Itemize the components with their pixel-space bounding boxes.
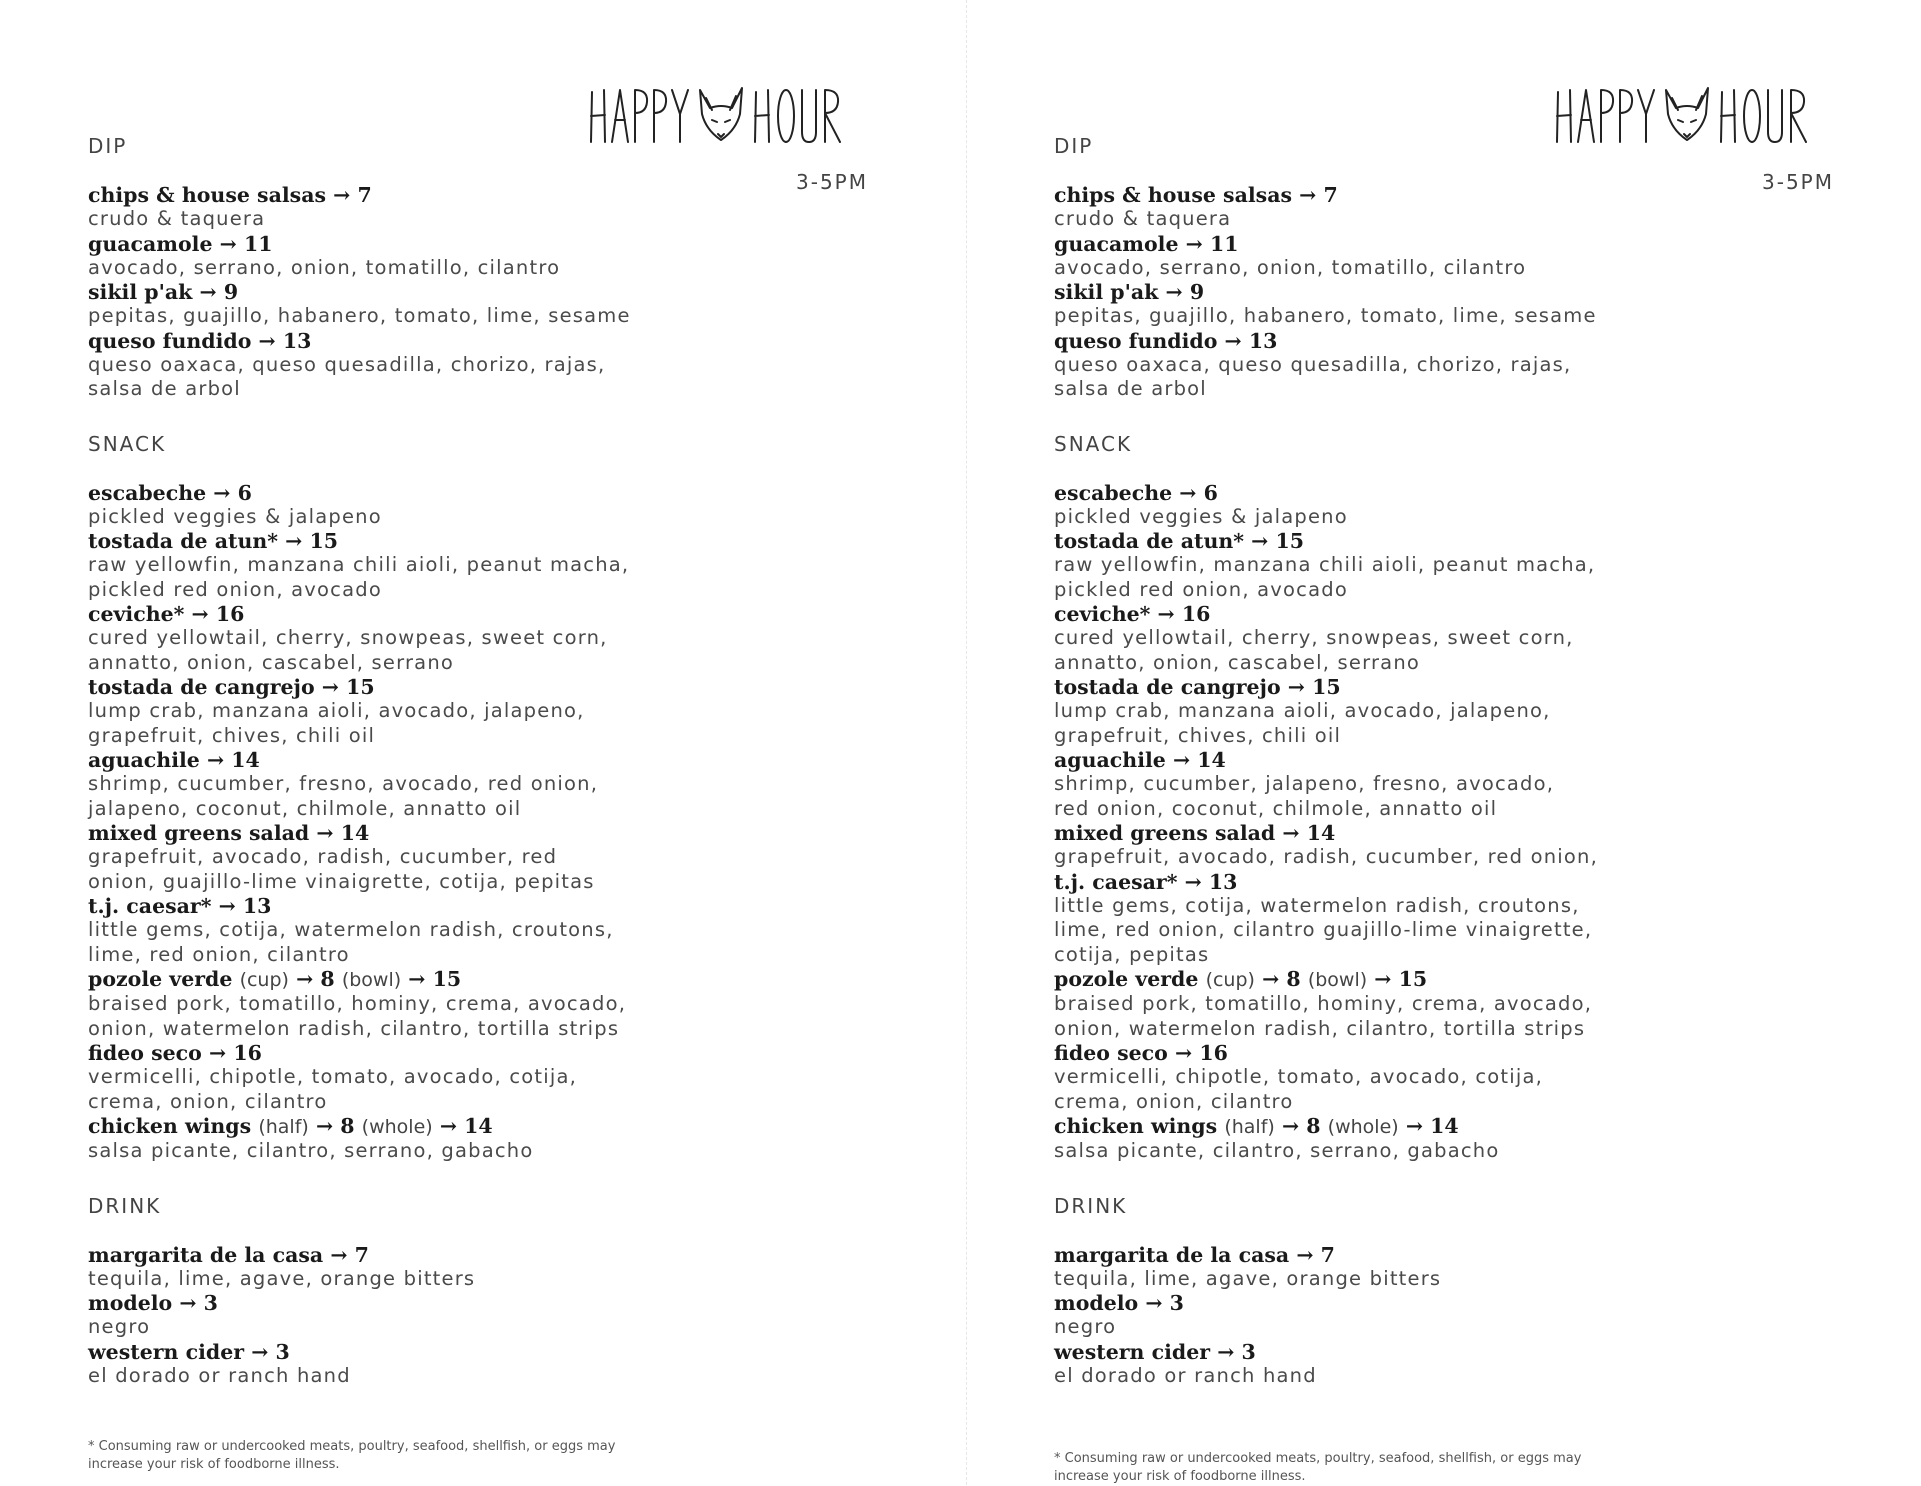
item-heading [88,183,708,207]
arrow-glyph: → [1172,748,1191,772]
menu-item [1054,675,1674,748]
arrow-glyph: → [1282,821,1300,845]
item-description: negro [1054,1315,1117,1338]
item-description: grapefruit, chives, chili oil [88,723,376,747]
menu-item [1054,1041,1674,1114]
item-price: 3 [1169,1291,1184,1315]
menu-item [1054,1114,1674,1164]
item-description: cured yellowtail, cherry, snowpeas, sweet corn, [88,626,608,649]
arrow-glyph: → [1281,1114,1300,1138]
item-heading [1054,1340,1674,1364]
arrow-glyph: → [1185,231,1203,256]
item-name: tostada de cangrejo [1054,675,1281,699]
menu-item [1054,183,1674,232]
arrow-glyph: → [1374,967,1392,991]
arrow-glyph: → [1145,1291,1163,1315]
disclaimer-line: increase your risk of foodborne illness. [88,1457,340,1472]
menu-item [1054,280,1674,329]
disclaimer-line: * Consuming raw or undercooked meats, poultry, seafood, shellfish, or eggs may [88,1439,616,1454]
arrow-glyph: → [1217,1339,1235,1364]
arrow-glyph: → [219,231,237,256]
item-name: tostada de cangrejo [88,675,315,699]
disclaimer-line: increase your risk of foodborne illness. [1054,1469,1306,1484]
item-name: escabeche [88,480,207,505]
fox-head-logo-icon [700,88,742,140]
item-price: 13 [282,328,312,353]
item-description: little gems, cotija, watermelon radish, croutons, [1054,893,1580,917]
menu-item [88,1243,708,1292]
item-description: grapefruit, avocado, radish, cucumber, red [88,845,558,868]
item-price: 11 [1209,231,1239,256]
item-description: vermicelli, chipotle, tomato, avocado, cotija, [88,1065,578,1088]
item-description: salsa picante, cilantro, serrano, gabacho [1054,1139,1500,1162]
item-heading [1054,1291,1674,1315]
item-heading [88,232,708,256]
item-description: crudo & taquera [88,207,266,230]
item-name: modelo [88,1291,173,1315]
item-description: shrimp, cucumber, jalapeno, fresno, avocado, [1054,772,1555,795]
size-note: (cup) [239,969,289,991]
arrow-glyph: → [179,1291,197,1315]
size-note: (cup) [1205,969,1255,991]
menu-content [1054,134,1674,1388]
menu-item [1054,1243,1674,1292]
menu-item [88,748,708,821]
fox-head-logo-icon [1666,88,1708,140]
page-fold-divider [966,0,967,1485]
arrow-glyph: → [251,1339,269,1364]
item-name: chips & house salsas [88,183,327,207]
item-description: grapefruit, chives, chili oil [1054,723,1342,747]
menu-section-dip [1054,134,1674,402]
item-description: salsa picante, cilantro, serrano, gabacho [88,1139,534,1162]
item-name: pozole verde [1054,967,1199,991]
item-name: queso fundido [88,328,252,353]
item-price: 14 [1306,821,1336,845]
item-description: onion, watermelon radish, cilantro, tortilla strips [88,1016,620,1040]
item-name: aguachile [88,748,200,772]
item-name: guacamole [88,231,213,256]
item-price: 15 [432,967,462,991]
section-title: DRINK [88,1193,162,1218]
menu-item [1054,232,1674,281]
menu-panel-right [1054,0,1834,1485]
item-heading [88,1114,708,1139]
item-description: lump crab, manzana aioli, avocado, jalapeno, [88,699,585,722]
item-heading [1054,675,1674,699]
size-note: (bowl) [341,969,402,991]
menu-item [1054,1340,1674,1389]
item-price: 14 [1197,748,1226,772]
item-price: 15 [1275,529,1304,553]
item-heading [88,1243,708,1267]
item-name: mixed greens salad [88,821,310,845]
item-heading [88,329,708,353]
item-name: margarita de la casa [88,1242,324,1267]
menu-item [88,183,708,232]
item-heading [88,1291,708,1315]
item-price: 16 [1181,602,1211,626]
item-price: 9 [223,280,239,304]
item-description: pickled veggies & jalapeno [1054,504,1348,528]
menu-item [1054,529,1674,602]
item-name: margarita de la casa [1054,1242,1290,1267]
item-description: raw yellowfin, manzana chili aioli, peanut macha, [1054,553,1596,576]
menu-item [1054,1291,1674,1340]
menu-item [88,481,708,530]
item-name: tostada de atun* [88,529,278,553]
menu-section-snack [88,432,708,1164]
item-name: ceviche* [88,602,185,626]
item-name: escabeche [1054,480,1173,505]
menu-item [1054,748,1674,821]
item-description: lump crab, manzana aioli, avocado, jalapeno, [1054,699,1551,722]
item-heading [88,1340,708,1364]
section-title: SNACK [1054,431,1133,456]
menu-item [88,1041,708,1114]
arrow-glyph: → [315,1114,334,1138]
arrow-glyph: → [1165,280,1183,304]
item-description: shrimp, cucumber, fresno, avocado, red onion, [88,772,599,795]
item-heading [1054,821,1674,845]
item-heading [1054,481,1674,505]
item-heading [88,1041,708,1065]
item-heading [88,602,708,626]
menu-item [1054,481,1674,530]
arrow-glyph: → [1224,328,1242,353]
item-heading [88,967,708,992]
item-description: avocado, serrano, onion, tomatillo, cilantro [1054,255,1527,279]
section-title: DIP [1054,134,1094,158]
item-name: guacamole [1054,231,1179,256]
item-price: 6 [237,480,252,505]
arrow-glyph: → [1251,529,1269,553]
item-name: chicken wings [1054,1114,1218,1138]
item-description: braised pork, tomatillo, hominy, crema, avocado, [1054,992,1593,1015]
arrow-glyph: → [1287,675,1305,699]
item-heading [1054,870,1674,894]
item-description: pepitas, guajillo, habanero, tomato, lime, sesame [88,304,631,327]
item-heading [1054,748,1674,772]
item-name: chips & house salsas [1054,183,1293,207]
item-price: 7 [357,183,372,207]
item-heading [1054,280,1674,304]
size-note: (bowl) [1307,969,1368,991]
item-description: onion, guajillo-lime vinaigrette, cotija, pepitas [88,869,595,893]
menu-item [88,1291,708,1340]
item-description: negro [88,1315,151,1338]
menu-item [88,967,708,1041]
item-heading [88,280,708,304]
item-name: aguachile [1054,748,1166,772]
happy-hour-time: 3-5PM [796,170,868,194]
item-description: avocado, serrano, onion, tomatillo, cilantro [88,255,561,279]
menu-item [88,821,708,894]
item-description: braised pork, tomatillo, hominy, crema, avocado, [88,992,627,1015]
item-name: western cider [1054,1339,1211,1364]
item-price: 3 [1241,1339,1256,1364]
arrow-glyph: → [408,967,426,991]
arrow-glyph: → [1296,1242,1314,1267]
item-description: tequila, lime, agave, orange bitters [88,1266,476,1290]
item-price: 16 [233,1041,262,1065]
arrow-glyph: → [1174,1041,1193,1065]
item-heading [1054,1243,1674,1267]
arrow-glyph: → [1184,869,1202,894]
item-heading [1054,232,1674,256]
menu-section-drink [1054,1194,1674,1389]
arrow-glyph: → [206,748,225,772]
item-price: 15 [1398,967,1428,991]
menu-item [1054,870,1674,968]
arrow-glyph: → [1405,1114,1423,1138]
size-note: (whole) [1327,1116,1399,1138]
item-price: 3 [275,1339,290,1364]
item-name: sikil p'ak [88,280,193,304]
item-description: raw yellowfin, manzana chili aioli, peanut macha, [88,553,630,576]
item-description: cotija, pepitas [1054,942,1210,966]
item-description: crudo & taquera [1054,207,1232,230]
raw-food-disclaimer [1054,1450,1614,1486]
item-description: crema, onion, cilantro [88,1089,328,1113]
item-description: salsa de arbol [88,377,241,400]
item-price: 16 [1199,1041,1228,1065]
section-title: DIP [88,134,128,158]
menu-section-snack [1054,432,1674,1164]
arrow-glyph: → [330,1242,348,1267]
item-description: jalapeno, coconut, chilmole, annatto oil [88,796,522,820]
item-description: little gems, cotija, watermelon radish, croutons, [88,918,614,941]
size-note: (half) [1224,1116,1275,1138]
item-name: modelo [1054,1291,1139,1315]
arrow-glyph: → [321,675,339,699]
item-price: 14 [1430,1114,1459,1138]
item-description: onion, watermelon radish, cilantro, tortilla strips [1054,1016,1586,1040]
item-description: cured yellowtail, cherry, snowpeas, sweet corn, [1054,626,1574,649]
item-description: el dorado or ranch hand [88,1363,351,1387]
menu-item [1054,967,1674,1041]
item-price: 8 [1286,967,1301,991]
item-name: t.j. caesar* [1054,869,1178,894]
item-price: 7 [354,1242,369,1267]
item-price: 15 [309,529,338,553]
item-price: 15 [346,675,375,699]
item-description: queso oaxaca, queso quesadilla, chorizo, rajas, [1054,352,1572,376]
item-description: salsa de arbol [1054,377,1207,400]
item-heading [1054,967,1674,992]
arrow-glyph: → [1262,967,1280,991]
arrow-glyph: → [1179,480,1197,505]
item-name: sikil p'ak [1054,280,1159,304]
item-price: 13 [1248,328,1278,353]
item-heading [1054,602,1674,626]
arrow-glyph: → [199,280,217,304]
item-description: pickled red onion, avocado [1054,577,1348,601]
item-price: 16 [215,602,245,626]
item-heading [88,748,708,772]
item-description: grapefruit, avocado, radish, cucumber, red onion, [1054,845,1598,868]
menu-item [88,1114,708,1164]
item-price: 14 [231,748,260,772]
menu-section-drink [88,1194,708,1389]
size-note: (half) [258,1116,309,1138]
arrow-glyph: → [1157,602,1175,626]
menu-content [88,134,708,1388]
item-description: lime, red onion, cilantro [88,942,350,966]
item-price: 8 [320,967,335,991]
item-price: 13 [242,894,272,918]
item-description: crema, onion, cilantro [1054,1089,1294,1113]
item-heading [1054,529,1674,553]
item-name: pozole verde [88,967,233,991]
item-price: 14 [340,821,370,845]
item-name: fideo seco [1054,1041,1168,1065]
raw-food-disclaimer [88,1438,648,1474]
item-heading [88,894,708,918]
item-price: 11 [243,231,273,256]
arrow-glyph: → [316,821,334,845]
item-name: queso fundido [1054,328,1218,353]
item-price: 7 [1320,1242,1335,1267]
section-title: DRINK [1054,1193,1128,1218]
item-price: 14 [464,1114,493,1138]
item-heading [88,675,708,699]
arrow-glyph: → [213,480,231,505]
item-description: red onion, coconut, chilmole, annatto oil [1054,796,1498,820]
item-name: tostada de atun* [1054,529,1244,553]
item-heading [1054,1041,1674,1065]
arrow-glyph: → [285,529,303,553]
item-description: annatto, onion, cascabel, serrano [1054,650,1421,674]
item-description: pickled red onion, avocado [88,577,382,601]
item-description: vermicelli, chipotle, tomato, avocado, cotija, [1054,1065,1544,1088]
menu-item [1054,821,1674,870]
size-note: (whole) [361,1116,433,1138]
item-price: 6 [1203,480,1218,505]
arrow-glyph: → [191,602,209,626]
menu-item [88,894,708,967]
menu-item [1054,329,1674,402]
menu-item [88,1340,708,1389]
item-price: 8 [1306,1114,1321,1138]
item-heading [1054,1114,1674,1139]
arrow-glyph: → [208,1041,227,1065]
menu-item [88,232,708,281]
item-price: 8 [340,1114,355,1138]
item-name: mixed greens salad [1054,821,1276,845]
item-price: 7 [1323,183,1338,207]
arrow-glyph: → [439,1114,457,1138]
menu-item [88,602,708,675]
item-heading [88,481,708,505]
item-description: el dorado or ranch hand [1054,1363,1317,1387]
item-description: pickled veggies & jalapeno [88,504,382,528]
item-price: 3 [203,1291,218,1315]
item-description: pepitas, guajillo, habanero, tomato, lime, sesame [1054,304,1597,327]
item-description: queso oaxaca, queso quesadilla, chorizo, rajas, [88,352,606,376]
item-name: western cider [88,1339,245,1364]
item-description: annatto, onion, cascabel, serrano [88,650,455,674]
happy-hour-time: 3-5PM [1762,170,1834,194]
item-name: fideo seco [88,1041,202,1065]
menu-item [88,280,708,329]
section-title: SNACK [88,431,167,456]
menu-section-dip [88,134,708,402]
menu-item [88,329,708,402]
item-heading [1054,329,1674,353]
arrow-glyph: → [258,328,276,353]
item-price: 15 [1312,675,1341,699]
item-name: t.j. caesar* [88,894,212,918]
item-heading [1054,183,1674,207]
menu-item [88,529,708,602]
item-description: lime, red onion, cilantro guajillo-lime vinaigrette, [1054,918,1593,941]
item-price: 9 [1189,280,1205,304]
item-name: chicken wings [88,1114,252,1138]
item-heading [88,821,708,845]
arrow-glyph: → [333,183,351,207]
item-heading [88,529,708,553]
menu-item [88,675,708,748]
arrow-glyph: → [218,894,236,918]
menu-item [1054,602,1674,675]
disclaimer-line: * Consuming raw or undercooked meats, poultry, seafood, shellfish, or eggs may [1054,1451,1582,1466]
item-price: 13 [1208,869,1238,894]
item-name: ceviche* [1054,602,1151,626]
arrow-glyph: → [296,967,314,991]
menu-panel-left [88,0,868,1485]
arrow-glyph: → [1299,183,1317,207]
item-description: tequila, lime, agave, orange bitters [1054,1266,1442,1290]
